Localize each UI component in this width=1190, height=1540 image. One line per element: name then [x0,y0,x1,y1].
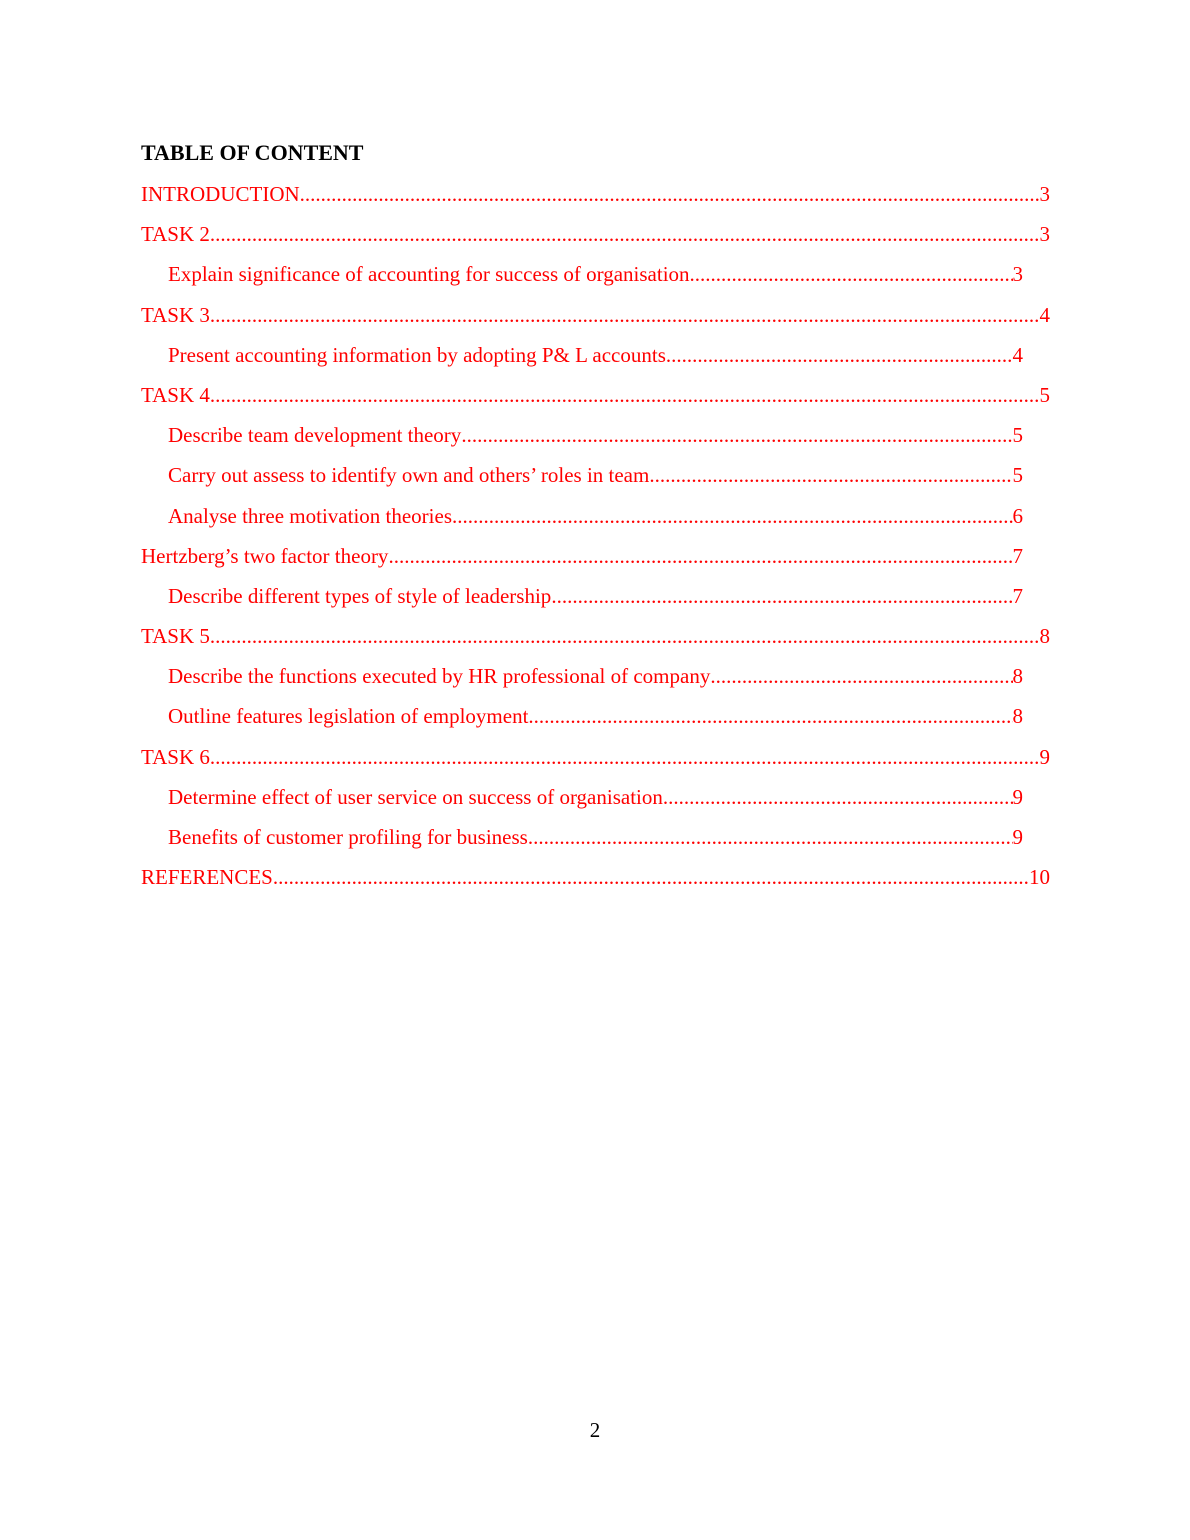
toc-entry-title: TASK 2 [141,222,210,247]
toc-heading: TABLE OF CONTENT [141,140,364,165]
table-of-contents [0,181,1190,904]
toc-dot-leader [300,181,1040,207]
toc-dot-leader [528,703,1012,729]
toc-entry-team-development[interactable] [168,422,1023,462]
toc-entry-page: 3 [1012,262,1023,287]
toc-dot-leader [273,864,1029,890]
toc-entry-page: 4 [1039,302,1050,327]
toc-entry-title: Present accounting information by adopting P& L accounts [168,342,666,367]
toc-entry-page: 3 [1039,222,1050,247]
toc-entry-title: INTRODUCTION [141,182,300,206]
toc-entry-task-6[interactable] [141,744,1050,784]
toc-entry-page: 7 [1012,543,1023,568]
toc-entry-page: 5 [1012,423,1023,448]
toc-entry-task-4[interactable] [141,382,1050,422]
toc-dot-leader [210,744,1040,770]
toc-entry-accounting-significance[interactable] [168,261,1023,301]
toc-dot-leader [690,261,1013,287]
toc-entry-page: 9 [1012,825,1023,849]
toc-entry-references[interactable] [141,864,1050,904]
toc-entry-hr-functions[interactable] [168,663,1023,703]
toc-entry-page: 3 [1039,182,1050,206]
toc-dot-leader [461,422,1012,448]
toc-entry-leadership-styles[interactable] [168,583,1023,623]
toc-entry-title: Hertzberg’s two factor theory [141,543,389,568]
toc-entry-introduction[interactable] [141,181,1050,221]
toc-entry-title: Describe different types of style of leadership [168,583,552,608]
toc-entry-page: 8 [1039,624,1050,649]
toc-dot-leader [710,663,1012,689]
toc-entry-page: 5 [1012,463,1023,488]
toc-entry-page: 5 [1039,382,1050,407]
page-number: 2 [589,1418,601,1442]
toc-entry-title: TASK 4 [141,382,210,407]
toc-entry-page: 4 [1012,342,1023,367]
toc-entry-pl-accounts[interactable] [168,342,1023,382]
toc-entry-page: 8 [1012,664,1023,689]
toc-entry-title: REFERENCES [141,865,273,890]
toc-entry-task-3[interactable] [141,302,1050,342]
toc-entry-title: TASK 6 [141,744,210,769]
toc-entry-team-roles[interactable] [168,462,1023,502]
toc-dot-leader [528,824,1013,850]
toc-entry-title: Describe team development theory [168,423,462,448]
toc-dot-leader [210,302,1040,328]
toc-entry-title: Analyse three motivation theories [168,503,453,528]
toc-entry-title: Determine effect of user service on success of organisation [168,784,663,809]
toc-dot-leader [666,342,1013,368]
toc-entry-page: 9 [1012,784,1023,809]
toc-dot-leader [551,583,1012,609]
toc-dot-leader [210,221,1040,247]
toc-entry-title: Explain significance of accounting for success of organisation [168,262,690,287]
toc-entry-employment-legislation[interactable] [168,703,1023,743]
toc-entry-title: Outline features legislation of employment [168,704,529,729]
toc-entry-title: Benefits of customer profiling for business [168,825,528,849]
toc-entry-page: 9 [1039,744,1050,769]
toc-entry-user-service[interactable] [168,784,1023,824]
toc-entry-customer-profiling[interactable] [168,824,1023,864]
toc-dot-leader [649,462,1012,488]
toc-dot-leader [210,382,1040,408]
toc-entry-motivation-theories[interactable] [168,503,1023,543]
toc-dot-leader [452,503,1012,529]
toc-entry-page: 10 [1029,865,1050,890]
toc-entry-page: 7 [1012,583,1023,608]
toc-entry-title: Describe the functions executed by HR professional of company [168,664,711,689]
toc-entry-title: TASK 3 [141,302,210,327]
toc-dot-leader [210,623,1040,649]
toc-entry-task-5[interactable] [141,623,1050,663]
toc-entry-title: TASK 5 [141,624,210,649]
toc-dot-leader [663,784,1013,810]
toc-entry-task-2[interactable] [141,221,1050,261]
toc-entry-page: 6 [1012,503,1023,528]
toc-entry-title: Carry out assess to identify own and others’ roles in team [168,463,650,488]
toc-entry-hertzberg[interactable] [141,543,1023,583]
toc-dot-leader [388,543,1012,569]
toc-entry-page: 8 [1012,704,1023,729]
